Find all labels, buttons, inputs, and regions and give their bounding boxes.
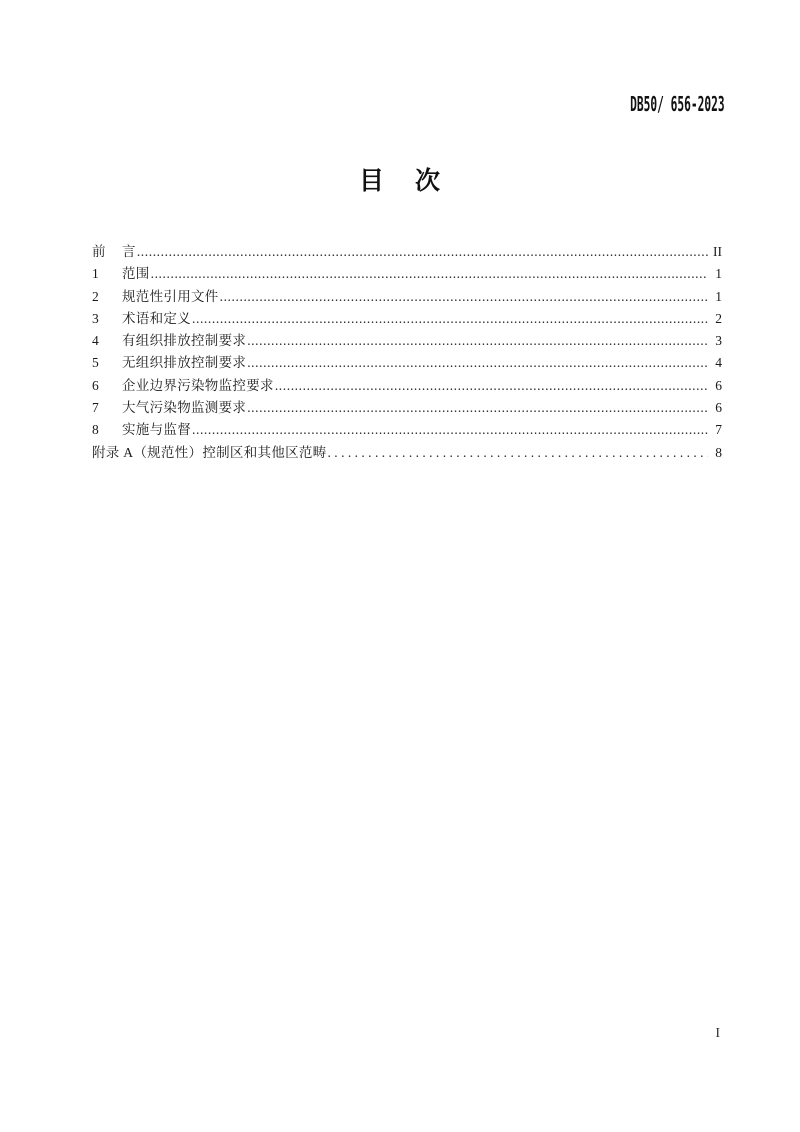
toc-entry-page: II bbox=[713, 244, 722, 259]
toc-entry[interactable] bbox=[92, 330, 722, 352]
toc-entry-page: 7 bbox=[715, 422, 722, 438]
toc-entry-page: 1 bbox=[715, 288, 722, 304]
toc-entry[interactable] bbox=[92, 241, 722, 263]
toc-entry[interactable] bbox=[92, 442, 722, 464]
toc-entry[interactable] bbox=[92, 397, 722, 419]
toc-entry-number: 8 bbox=[92, 422, 99, 438]
toc-entry[interactable] bbox=[92, 263, 722, 285]
toc-entry-label: 企业边界污染物监控要求 bbox=[122, 377, 274, 393]
page-title: 目 次 bbox=[359, 167, 441, 195]
toc-entry-number: 6 bbox=[92, 377, 99, 393]
toc-leader-dots bbox=[274, 375, 708, 397]
toc-leader-dots bbox=[246, 352, 708, 374]
toc-entry[interactable] bbox=[92, 419, 722, 441]
toc-entry-page: 8 bbox=[715, 444, 722, 460]
toc-entry[interactable] bbox=[92, 352, 722, 374]
toc-leader-dots bbox=[136, 241, 708, 263]
toc-entry-page: 1 bbox=[715, 266, 722, 282]
toc-entry[interactable] bbox=[92, 286, 722, 308]
toc-leader-dots bbox=[150, 263, 708, 285]
toc-entry-number: 7 bbox=[92, 400, 99, 416]
toc-leader-dots bbox=[246, 330, 708, 352]
toc-entry-number: 2 bbox=[92, 288, 99, 304]
toc-entry-label: 术语和定义 bbox=[122, 310, 191, 326]
toc-entry-page: 4 bbox=[715, 355, 722, 371]
toc-entry-page: 6 bbox=[715, 377, 722, 393]
toc-list bbox=[92, 241, 722, 464]
toc-entry-label: 无组织排放控制要求 bbox=[122, 355, 247, 371]
toc-leader-dots bbox=[219, 286, 708, 308]
toc-leader-dots bbox=[191, 419, 708, 441]
toc-entry-number: 3 bbox=[92, 310, 99, 326]
toc-entry[interactable] bbox=[92, 308, 722, 330]
toc-leader-dots bbox=[191, 308, 708, 330]
standard-code-header: DB50/ 656-2023 bbox=[630, 92, 725, 116]
toc-entry-label: 附录 A（规范性）控制区和其他区范畴 bbox=[92, 444, 327, 460]
toc-entry-label: 言 bbox=[122, 244, 136, 259]
toc-entry-number: 5 bbox=[92, 355, 99, 371]
toc-entry-number: 4 bbox=[92, 333, 99, 349]
toc-entry-label: 规范性引用文件 bbox=[122, 288, 219, 304]
toc-entry-label: 大气污染物监测要求 bbox=[122, 400, 247, 416]
page-number-folio: I bbox=[715, 1026, 720, 1041]
toc-entry-page: 6 bbox=[715, 400, 722, 416]
toc-entry[interactable] bbox=[92, 375, 722, 397]
toc-entry-label: 有组织排放控制要求 bbox=[122, 333, 247, 349]
toc-leader-dots bbox=[327, 442, 708, 464]
toc-entry-number: 前 bbox=[92, 244, 106, 259]
toc-entry-label: 实施与监督 bbox=[122, 422, 191, 438]
toc-entry-page: 3 bbox=[715, 333, 722, 349]
toc-entry-number: 1 bbox=[92, 266, 99, 282]
toc-leader-dots bbox=[246, 397, 708, 419]
toc-entry-label: 范围 bbox=[122, 266, 150, 282]
toc-entry-page: 2 bbox=[715, 310, 722, 326]
